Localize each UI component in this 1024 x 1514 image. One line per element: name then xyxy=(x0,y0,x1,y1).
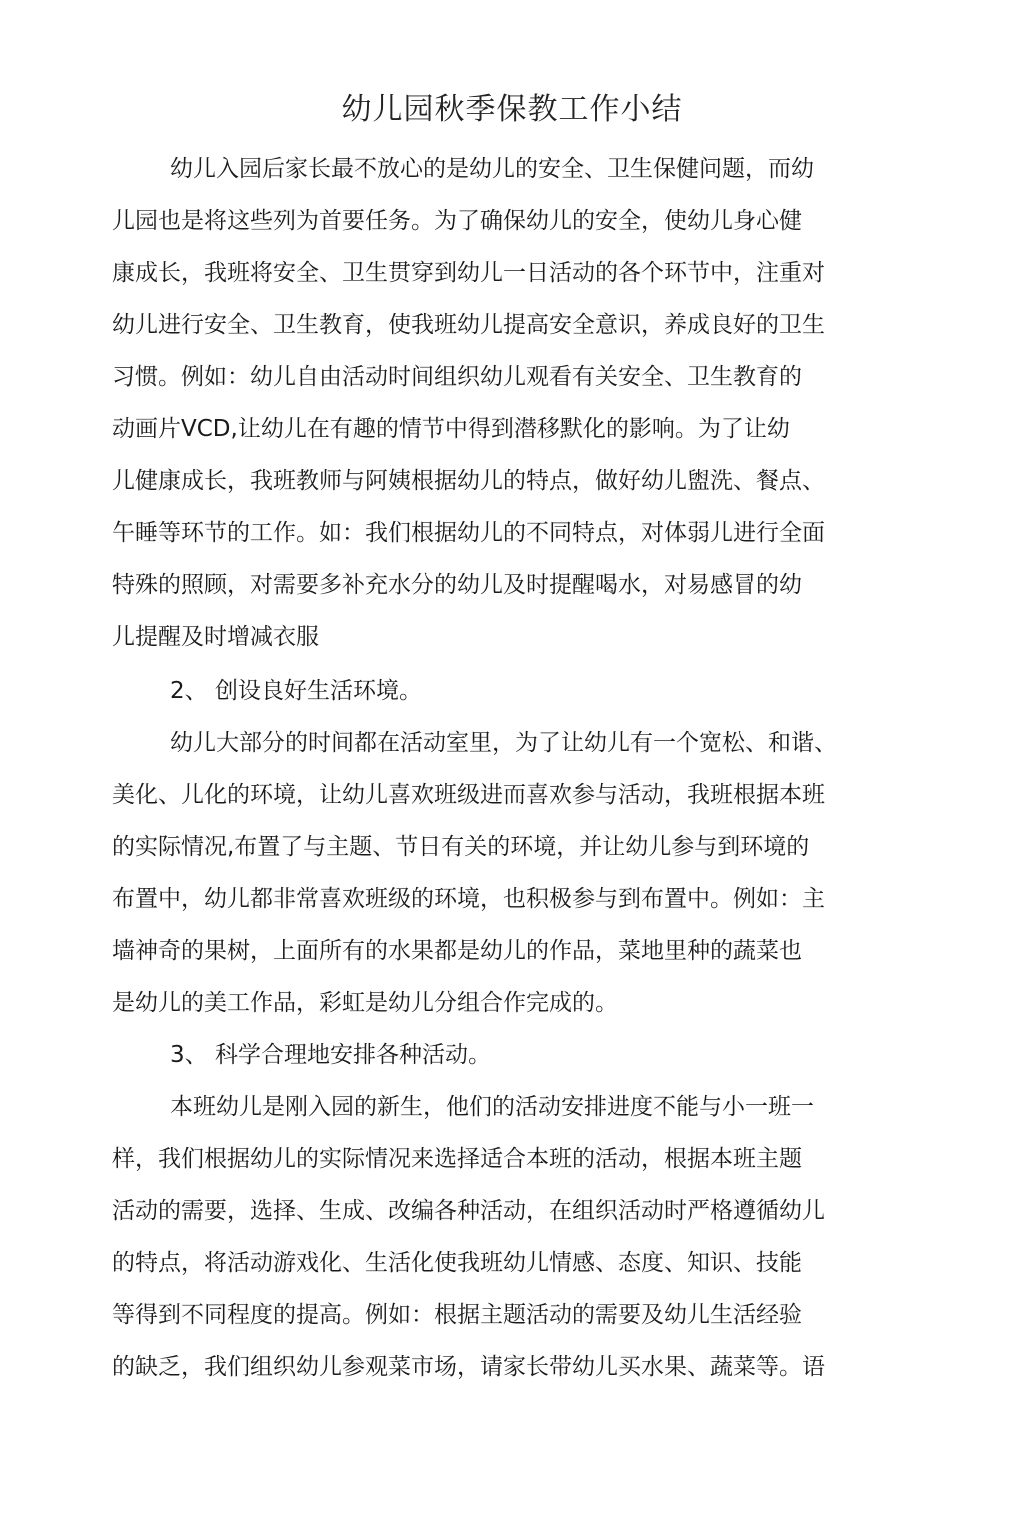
text-line: 习惯。例如：幼儿自由活动时间组织幼儿观看有关安全、卫生教育的 xyxy=(112,364,802,390)
section-heading: 3、 科学合理地安排各种活动。 xyxy=(170,1042,491,1068)
text-line: 幼儿进行安全、卫生教育，使我班幼儿提高安全意识，养成良好的卫生 xyxy=(112,312,825,338)
text-line: 等得到不同程度的提高。例如：根据主题活动的需要及幼儿生活经验 xyxy=(112,1302,802,1328)
text-line: 儿健康成长，我班教师与阿姨根据幼儿的特点，做好幼儿盥洗、餐点、 xyxy=(112,468,825,494)
text-line: 动画片VCD,让幼儿在有趣的情节中得到潜移默化的影响。为了让幼 xyxy=(112,416,790,442)
text-line: 幼儿入园后家长最不放心的是幼儿的安全、卫生保健问题，而幼 xyxy=(170,156,814,182)
text-line: 儿提醒及时增减衣服 xyxy=(112,624,319,650)
text-line: 美化、儿化的环境，让幼儿喜欢班级进而喜欢参与活动，我班根据本班 xyxy=(112,782,825,808)
document-title: 幼儿园秋季保教工作小结 xyxy=(341,92,683,127)
text-line: 是幼儿的美工作品，彩虹是幼儿分组合作完成的。 xyxy=(112,990,618,1016)
text-line: 儿园也是将这些列为首要任务。为了确保幼儿的安全，使幼儿身心健 xyxy=(112,208,802,234)
text-line: 的缺乏，我们组织幼儿参观菜市场，请家长带幼儿买水果、蔬菜等。语 xyxy=(112,1354,825,1380)
text-line: 幼儿大部分的时间都在活动室里，为了让幼儿有一个宽松、和谐、 xyxy=(170,730,837,756)
text-line: 的特点，将活动游戏化、生活化使我班幼儿情感、态度、知识、技能 xyxy=(112,1250,802,1276)
text-line: 布置中，幼儿都非常喜欢班级的环境，也积极参与到布置中。例如：主 xyxy=(112,886,825,912)
text-line: 本班幼儿是刚入园的新生，他们的活动安排进度不能与小一班一 xyxy=(170,1094,814,1120)
text-line: 午睡等环节的工作。如：我们根据幼儿的不同特点，对体弱儿进行全面 xyxy=(112,520,825,546)
section-heading: 2、 创设良好生活环境。 xyxy=(170,678,422,704)
text-line: 样，我们根据幼儿的实际情况来选择适合本班的活动，根据本班主题 xyxy=(112,1146,802,1172)
text-line: 墙神奇的果树，上面所有的水果都是幼儿的作品，菜地里种的蔬菜也 xyxy=(112,938,802,964)
text-line: 康成长，我班将安全、卫生贯穿到幼儿一日活动的各个环节中，注重对 xyxy=(112,260,825,286)
text-line: 活动的需要，选择、生成、改编各种活动，在组织活动时严格遵循幼儿 xyxy=(112,1198,825,1224)
text-line: 的实际情况,布置了与主题、节日有关的环境，并让幼儿参与到环境的 xyxy=(112,834,810,860)
text-line: 特殊的照顾，对需要多补充水分的幼儿及时提醒喝水，对易感冒的幼 xyxy=(112,572,802,598)
